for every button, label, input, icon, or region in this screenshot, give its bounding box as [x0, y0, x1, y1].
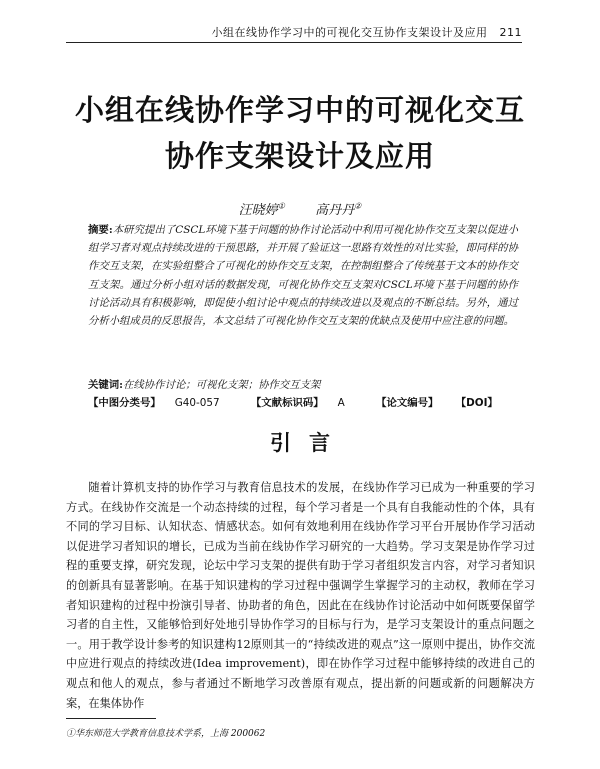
body-paragraph: 随着计算机支持的协作学习与教育信息技术的发展，在线协作学习已成为一种重要的学习方式。在线协作交流是一个动态持续的过程，每个学习者是一个具有自我能动性的个体，具有不同的学习目标、认知状态、情感状态。如何有效地利用在线协作学习平台开展协作学习活动以促进学习者知识的增长，已成为当前在线协作学习研究的一大趋势。学习支架是协作学习过程的重要支撑，研究发现，论坛中学习支架的提供有助于学习者组织发言内容，对学习者知识的创新具有显著影响。在基于知识建构的学习过程中强调学生掌握学习的主动权，教师在学习者知识建构的过程中扮演引导者、协助者的角色，因此在在线协作讨论活动中如何既要保留学习者的自主性，又能够恰到好处地引导协作学习的目标与行为，是学习支架设计的重点问题之一。用于教学设计参考的知识建构12原则其一的“持续改进的观点”这一原则中提出，协作交流中应进行观点的持续改进(Idea improvement)，即在协作学习过程中能够持续的改进自己的观点和他人的观点，参与者通过不断地学习改善原有观点，提出新的问题或新的问题解决方案，在集体协作: [66, 481, 535, 710]
doc-code-label: 【文献标识码】: [250, 397, 324, 409]
keywords: [88, 376, 518, 394]
abstract-label: 摘要:: [88, 224, 113, 236]
article-title-line1: 小组在线协作学习中的可视化交互: [74, 93, 525, 127]
running-header: [66, 24, 522, 40]
footnote: ①华东师范大学教育信息技术学系，上海 200062: [66, 729, 266, 739]
header-rule: [66, 42, 522, 43]
author-2-mark: ②: [354, 201, 362, 211]
page-number: 211: [499, 26, 522, 39]
author-1: 汪晓婷: [238, 203, 278, 218]
keywords-text: 在线协作讨论；可视化支架；协作交互支架: [123, 379, 321, 391]
section-heading: 引言: [270, 431, 348, 455]
author-line: [0, 199, 600, 218]
abstract-text: 本研究提出了CSCL环境下基于问题的协作讨论活动中利用可视化协作交互支架以促进小组学习者对观点持续改进的干预思路，并开展了验证这一思路有效性的对比实验，即同样的协作交互支架，在实验组整合了可视化的协作交互支架，在控制组整合了传统基于文本的协作交互支架。通过分析小组对话的数据发现，可视化协作交互支架对CSCL环境下基于问题的协作讨论活动具有积极影响，即促使小组讨论中观点的持续改进以及观点的不断总结。另外，通过分析小组成员的反思报告，本文总结了可视化协作交互支架的优缺点及使用中应注意的问题。: [88, 224, 518, 328]
clc-label: 【中图分类号】: [88, 397, 161, 409]
keywords-label: 关键词:: [88, 379, 124, 391]
article-number-label: 【论文编号】: [376, 397, 439, 409]
doi-label: 【DOI】: [455, 397, 498, 409]
doc-code-value: A: [337, 397, 345, 409]
author-1-mark: ①: [277, 201, 285, 211]
abstract: [88, 221, 518, 330]
article-title-line2: 协作支架设计及应用: [164, 139, 435, 173]
author-2: 高丹丹: [315, 203, 355, 218]
clc-value: G40-057: [174, 397, 220, 409]
running-title: 小组在线协作学习中的可视化交互协作支架设计及应用: [211, 26, 488, 39]
footnote-rule: [66, 718, 156, 719]
classification-row: [88, 394, 528, 412]
